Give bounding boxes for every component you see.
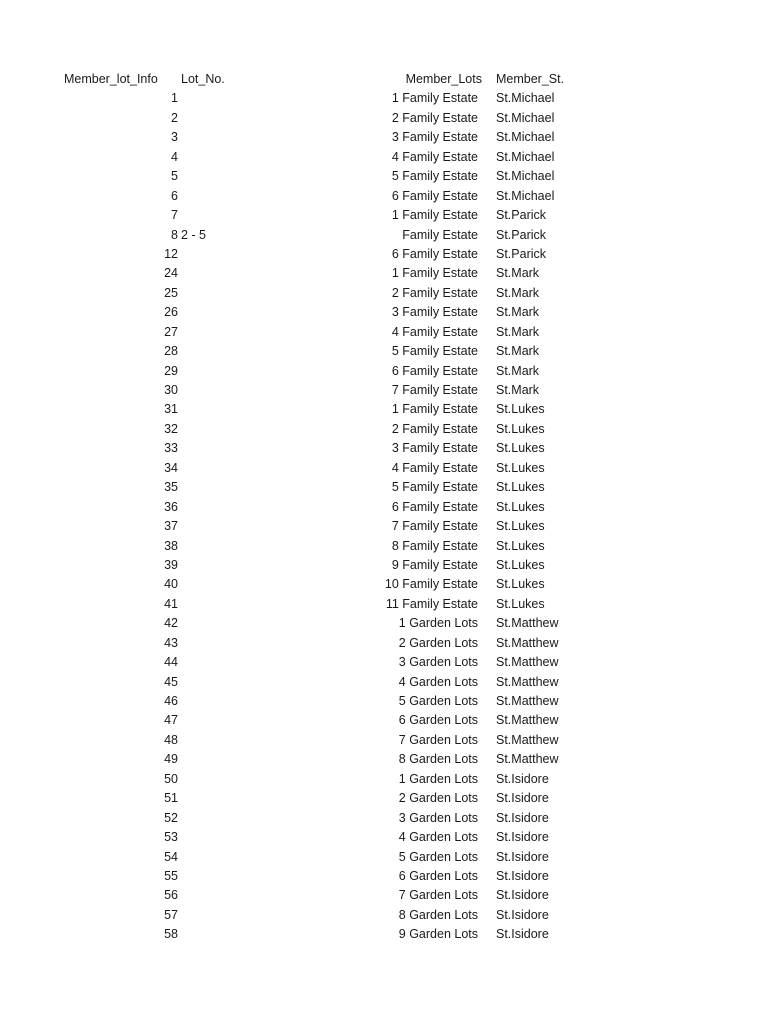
row-number: 29 — [164, 363, 178, 378]
row-number: 58 — [164, 927, 178, 942]
row-number: 26 — [164, 305, 178, 320]
row-member-st: St.Isidore — [496, 849, 549, 864]
table-row — [0, 789, 768, 808]
table-row — [0, 906, 768, 925]
row-member-lots: 5 Family Estate — [391, 169, 478, 184]
table-row — [0, 711, 768, 730]
row-member-st: St.Matthew — [496, 752, 559, 767]
row-member-lots: 4 Family Estate — [391, 460, 478, 475]
row-number: 41 — [164, 596, 178, 611]
row-number: 33 — [164, 441, 178, 456]
row-member-st: St.Mark — [496, 383, 540, 397]
row-number: 34 — [164, 460, 178, 475]
table-row — [0, 226, 768, 245]
row-number: 36 — [164, 499, 178, 514]
row-member-lots: 1 Garden Lots — [398, 771, 478, 786]
row-member-lots: 6 Family Estate — [391, 246, 478, 261]
table-row — [0, 206, 768, 225]
row-number: 30 — [164, 383, 178, 397]
row-member-lots: 2 Family Estate — [391, 285, 478, 300]
row-member-st: St.Lukes — [496, 557, 545, 572]
table-row — [0, 925, 768, 944]
row-member-st: St.Isidore — [496, 810, 549, 825]
table-row — [0, 634, 768, 653]
header-member-st: Member_St. — [496, 72, 565, 86]
row-member-lots: 1 Family Estate — [391, 402, 478, 417]
row-number: 49 — [164, 752, 178, 767]
row-member-st: St.Lukes — [496, 499, 545, 514]
row-member-st: St.Parick — [496, 246, 547, 261]
table-row — [0, 692, 768, 711]
table-row — [0, 400, 768, 419]
row-member-lots: 6 Family Estate — [391, 499, 478, 514]
row-number: 4 — [171, 149, 178, 164]
row-member-st: St.Lukes — [496, 538, 545, 553]
row-member-lots: 3 Family Estate — [391, 441, 478, 456]
table-row — [0, 537, 768, 556]
row-member-st: St.Parick — [496, 227, 547, 242]
row-number: 47 — [164, 713, 178, 728]
row-member-st: St.Lukes — [496, 577, 545, 592]
row-number: 35 — [164, 480, 178, 495]
table-row — [0, 595, 768, 614]
table-row — [0, 828, 768, 847]
row-number: 54 — [164, 849, 178, 864]
row-member-lots: 2 Garden Lots — [398, 791, 478, 806]
row-number: 5 — [171, 169, 178, 184]
table-row — [0, 809, 768, 828]
row-number: 27 — [164, 324, 178, 339]
row-member-st: St.Michael — [496, 169, 555, 184]
row-number: 42 — [164, 616, 178, 631]
row-member-lots: 9 Family Estate — [391, 557, 478, 572]
table-row — [0, 342, 768, 361]
row-member-st: St.Isidore — [496, 868, 549, 883]
row-number: 7 — [171, 208, 178, 223]
table-row — [0, 478, 768, 497]
row-member-st: St.Lukes — [496, 402, 545, 417]
table-row — [0, 614, 768, 633]
row-member-lots: 2 Family Estate — [391, 421, 478, 436]
row-number: 28 — [164, 344, 178, 359]
row-number: 8 — [171, 227, 178, 242]
table-row — [0, 731, 768, 750]
member-lots-sheet — [0, 70, 768, 945]
table-row — [0, 167, 768, 186]
row-number: 52 — [164, 810, 178, 825]
row-number: 50 — [164, 771, 178, 786]
row-number: 6 — [171, 188, 178, 203]
table-row — [0, 89, 768, 108]
row-member-st: St.Mark — [496, 266, 540, 281]
row-number: 45 — [164, 674, 178, 689]
row-member-st: St.Isidore — [496, 771, 549, 786]
row-number: 48 — [164, 732, 178, 747]
row-number: 3 — [171, 130, 178, 145]
row-member-st: St.Lukes — [496, 480, 545, 495]
row-member-lots: 3 Family Estate — [391, 305, 478, 320]
table-row — [0, 284, 768, 303]
table-row — [0, 556, 768, 575]
row-member-lots: 2 Family Estate — [391, 110, 478, 125]
row-member-lots: 9 Garden Lots — [398, 927, 478, 942]
row-number: 56 — [164, 888, 178, 903]
table-row — [0, 848, 768, 867]
row-member-lots: 4 Garden Lots — [398, 830, 478, 845]
row-member-lots: 10 Family Estate — [384, 577, 478, 592]
table-row — [0, 653, 768, 672]
row-number: 25 — [164, 285, 178, 300]
row-member-st: St.Isidore — [496, 888, 549, 903]
row-number: 38 — [164, 538, 178, 553]
row-number: 46 — [164, 694, 178, 708]
table-row — [0, 148, 768, 167]
row-member-lots: 1 Family Estate — [391, 266, 478, 281]
row-member-lots: 5 Family Estate — [391, 344, 478, 359]
row-lot-no: 2 - 5 — [181, 227, 207, 242]
row-member-lots: Family Estate — [402, 227, 478, 242]
row-member-lots: 6 Garden Lots — [398, 713, 478, 728]
row-member-lots: 2 Garden Lots — [398, 635, 478, 650]
row-number: 51 — [164, 791, 178, 806]
table-row — [0, 264, 768, 283]
row-member-st: St.Lukes — [496, 596, 545, 611]
row-member-lots: 5 Garden Lots — [398, 849, 478, 864]
header-row — [0, 70, 768, 89]
row-member-st: St.Mark — [496, 324, 540, 339]
row-member-st: St.Michael — [496, 130, 555, 145]
row-member-lots: 3 Garden Lots — [398, 655, 478, 670]
row-member-st: St.Matthew — [496, 616, 559, 631]
row-number: 1 — [171, 91, 178, 106]
row-member-lots: 3 Family Estate — [391, 130, 478, 145]
row-member-lots: 1 Family Estate — [391, 91, 478, 106]
header-member-lot-info: Member_lot_Info — [64, 72, 158, 86]
row-member-lots: 7 Family Estate — [391, 383, 478, 397]
row-member-lots: 6 Family Estate — [391, 363, 478, 378]
table-row — [0, 439, 768, 458]
row-member-st: St.Lukes — [496, 441, 545, 456]
row-member-lots: 5 Garden Lots — [398, 694, 478, 708]
table-row — [0, 867, 768, 886]
row-member-st: St.Matthew — [496, 655, 559, 670]
table-row — [0, 575, 768, 594]
row-member-lots: 4 Family Estate — [391, 324, 478, 339]
row-number: 12 — [164, 246, 178, 261]
row-member-st: St.Michael — [496, 149, 555, 164]
row-member-st: St.Matthew — [496, 732, 559, 747]
row-member-lots: 7 Family Estate — [391, 519, 478, 534]
row-member-st: St.Matthew — [496, 694, 559, 708]
header-lot-no: Lot_No. — [181, 72, 225, 86]
row-member-st: St.Mark — [496, 344, 540, 359]
table-row — [0, 362, 768, 381]
row-member-lots: 8 Garden Lots — [398, 752, 478, 767]
table-row — [0, 245, 768, 264]
row-number: 43 — [164, 635, 178, 650]
row-number: 24 — [164, 266, 178, 281]
row-member-st: St.Isidore — [496, 927, 549, 942]
row-member-st: St.Lukes — [496, 519, 545, 534]
row-member-st: St.Michael — [496, 91, 555, 106]
row-member-lots: 3 Garden Lots — [398, 810, 478, 825]
table-row — [0, 459, 768, 478]
row-member-st: St.Lukes — [496, 421, 545, 436]
row-member-st: St.Lukes — [496, 460, 545, 475]
table-row — [0, 770, 768, 789]
row-number: 31 — [164, 402, 178, 417]
row-member-lots: 4 Garden Lots — [398, 674, 478, 689]
row-member-lots: 6 Family Estate — [391, 188, 478, 203]
row-member-lots: 1 Family Estate — [391, 208, 478, 223]
table-row — [0, 750, 768, 769]
row-member-st: St.Matthew — [496, 635, 559, 650]
row-member-st: St.Mark — [496, 285, 540, 300]
row-member-lots: 1 Garden Lots — [398, 616, 478, 631]
row-number: 37 — [164, 519, 178, 534]
table-row — [0, 323, 768, 342]
row-number: 39 — [164, 557, 178, 572]
table-row — [0, 886, 768, 905]
table-row — [0, 420, 768, 439]
row-member-lots: 8 Garden Lots — [398, 907, 478, 922]
row-number: 2 — [171, 110, 178, 125]
row-member-lots: 7 Garden Lots — [398, 888, 478, 903]
row-member-lots: 6 Garden Lots — [398, 868, 478, 883]
row-member-st: St.Michael — [496, 188, 555, 203]
row-member-lots: 4 Family Estate — [391, 149, 478, 164]
row-member-lots: 5 Family Estate — [391, 480, 478, 495]
row-number: 40 — [164, 577, 178, 592]
row-member-st: St.Parick — [496, 208, 547, 223]
row-number: 32 — [164, 421, 178, 436]
row-member-st: St.Isidore — [496, 907, 549, 922]
row-member-st: St.Mark — [496, 363, 540, 378]
row-member-lots: 8 Family Estate — [391, 538, 478, 553]
data-rows — [0, 89, 768, 944]
table-row — [0, 187, 768, 206]
row-member-st: St.Matthew — [496, 674, 559, 689]
row-member-st: St.Isidore — [496, 791, 549, 806]
row-number: 53 — [164, 830, 178, 845]
row-member-st: St.Mark — [496, 305, 540, 320]
table-row — [0, 109, 768, 128]
header-member-lots: Member_Lots — [405, 72, 482, 86]
table-row — [0, 498, 768, 517]
table-row — [0, 381, 768, 400]
row-number: 57 — [164, 907, 178, 922]
table-row — [0, 517, 768, 536]
row-member-st: St.Michael — [496, 110, 555, 125]
table-row — [0, 303, 768, 322]
row-member-lots: 7 Garden Lots — [398, 732, 478, 747]
row-member-st: St.Isidore — [496, 830, 549, 845]
row-member-st: St.Matthew — [496, 713, 559, 728]
table-row — [0, 128, 768, 147]
row-number: 44 — [164, 655, 178, 670]
table-row — [0, 673, 768, 692]
row-member-lots: 11 Family Estate — [385, 596, 478, 611]
row-number: 55 — [164, 868, 178, 883]
